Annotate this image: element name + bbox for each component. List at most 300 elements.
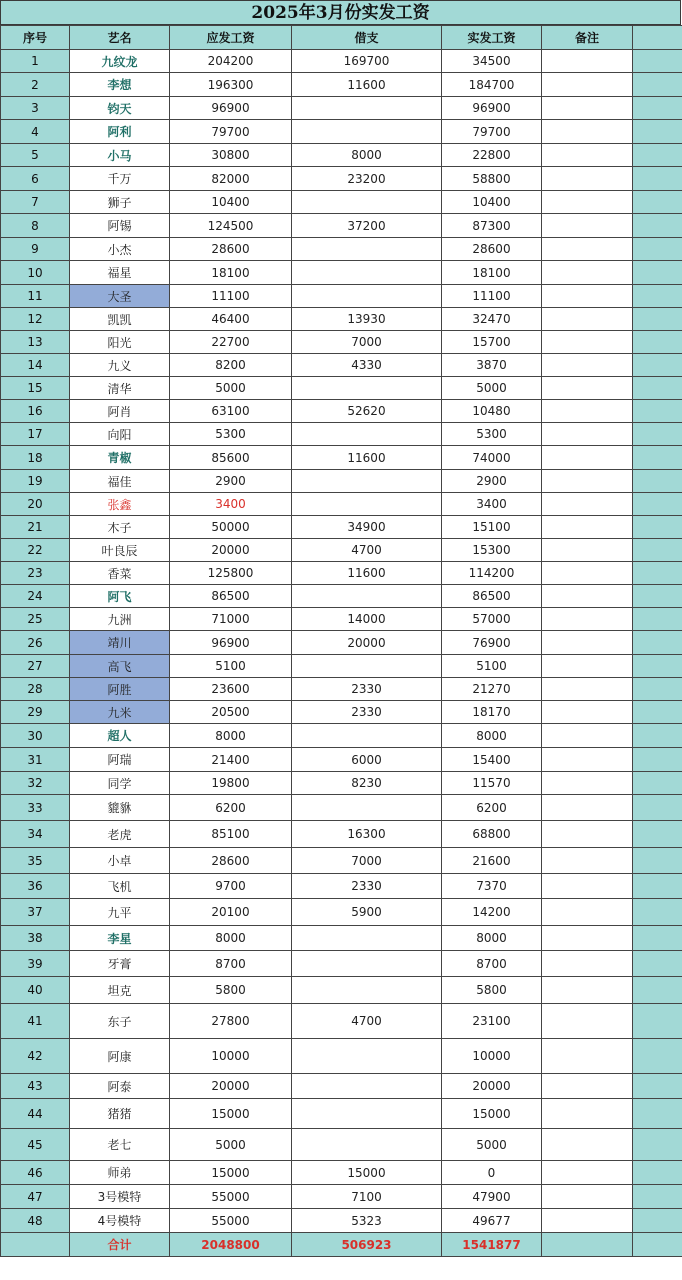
row-note xyxy=(542,655,633,678)
row-gross: 6200 xyxy=(170,795,292,821)
row-net: 0 xyxy=(442,1161,542,1185)
row-loan xyxy=(292,238,442,261)
row-no: 3 xyxy=(1,97,70,120)
row-no: 14 xyxy=(1,354,70,377)
row-loan xyxy=(292,261,442,285)
row-note xyxy=(542,354,633,377)
header-pad xyxy=(633,26,682,50)
row-loan xyxy=(292,724,442,748)
total-label: 合计 xyxy=(70,1233,170,1257)
row-pad xyxy=(633,423,682,446)
row-gross: 10000 xyxy=(170,1039,292,1074)
row-no: 9 xyxy=(1,238,70,261)
row-name: 阿肖 xyxy=(70,400,170,423)
row-pad xyxy=(633,238,682,261)
row-loan xyxy=(292,1129,442,1161)
table-row xyxy=(1,795,682,821)
row-note xyxy=(542,331,633,354)
row-name: 阿锡 xyxy=(70,214,170,238)
row-note xyxy=(542,821,633,848)
row-gross: 50000 xyxy=(170,516,292,539)
header-net: 实发工资 xyxy=(442,26,542,50)
row-note xyxy=(542,562,633,585)
row-gross: 85100 xyxy=(170,821,292,848)
row-name: 青椒 xyxy=(70,446,170,470)
table-row xyxy=(1,631,682,655)
row-pad xyxy=(633,1004,682,1039)
row-net: 22800 xyxy=(442,144,542,167)
row-net: 8000 xyxy=(442,724,542,748)
row-note xyxy=(542,167,633,191)
row-net: 10480 xyxy=(442,400,542,423)
row-name: 凯凯 xyxy=(70,308,170,331)
row-pad xyxy=(633,1161,682,1185)
row-no: 48 xyxy=(1,1209,70,1233)
row-pad xyxy=(633,1074,682,1099)
row-loan: 7000 xyxy=(292,331,442,354)
row-note xyxy=(542,50,633,73)
row-pad xyxy=(633,655,682,678)
row-net: 34500 xyxy=(442,50,542,73)
row-pad xyxy=(633,926,682,951)
row-no: 46 xyxy=(1,1161,70,1185)
header-name: 艺名 xyxy=(70,26,170,50)
row-gross: 20100 xyxy=(170,899,292,926)
row-no: 42 xyxy=(1,1039,70,1074)
table-row xyxy=(1,446,682,470)
row-pad xyxy=(633,701,682,724)
row-loan xyxy=(292,1039,442,1074)
row-net: 15700 xyxy=(442,331,542,354)
row-no: 24 xyxy=(1,585,70,608)
row-gross: 96900 xyxy=(170,631,292,655)
table-row xyxy=(1,899,682,926)
row-note xyxy=(542,493,633,516)
row-net: 2900 xyxy=(442,470,542,493)
row-loan: 8000 xyxy=(292,144,442,167)
row-net: 15000 xyxy=(442,1099,542,1129)
row-net: 10400 xyxy=(442,191,542,214)
row-loan xyxy=(292,1074,442,1099)
row-note xyxy=(542,1161,633,1185)
row-note xyxy=(542,73,633,97)
row-loan xyxy=(292,795,442,821)
row-loan: 11600 xyxy=(292,562,442,585)
table-row xyxy=(1,748,682,772)
table-row xyxy=(1,848,682,874)
table-row xyxy=(1,261,682,285)
row-net: 5000 xyxy=(442,1129,542,1161)
row-name: 阿泰 xyxy=(70,1074,170,1099)
row-note xyxy=(542,539,633,562)
row-no: 12 xyxy=(1,308,70,331)
row-gross: 204200 xyxy=(170,50,292,73)
row-pad xyxy=(633,214,682,238)
row-net: 18170 xyxy=(442,701,542,724)
table-row xyxy=(1,926,682,951)
row-note xyxy=(542,261,633,285)
row-loan: 16300 xyxy=(292,821,442,848)
row-loan: 4700 xyxy=(292,1004,442,1039)
row-net: 79700 xyxy=(442,120,542,144)
row-no: 45 xyxy=(1,1129,70,1161)
table-row xyxy=(1,120,682,144)
table-row xyxy=(1,400,682,423)
row-name: 大圣 xyxy=(70,285,170,308)
row-net: 87300 xyxy=(442,214,542,238)
row-note xyxy=(542,848,633,874)
table-row xyxy=(1,701,682,724)
row-name: 千万 xyxy=(70,167,170,191)
row-pad xyxy=(633,144,682,167)
row-no: 1 xyxy=(1,50,70,73)
row-loan: 2330 xyxy=(292,678,442,701)
row-note xyxy=(542,926,633,951)
row-gross: 27800 xyxy=(170,1004,292,1039)
row-net: 49677 xyxy=(442,1209,542,1233)
row-no: 33 xyxy=(1,795,70,821)
table-row xyxy=(1,516,682,539)
row-net: 114200 xyxy=(442,562,542,585)
row-no: 47 xyxy=(1,1185,70,1209)
sheet-title: 2025年3月份实发工资 xyxy=(0,0,681,25)
row-note xyxy=(542,470,633,493)
row-note xyxy=(542,631,633,655)
row-gross: 63100 xyxy=(170,400,292,423)
row-note xyxy=(542,238,633,261)
row-name: 阿飞 xyxy=(70,585,170,608)
row-net: 86500 xyxy=(442,585,542,608)
row-name: 李想 xyxy=(70,73,170,97)
row-net: 32470 xyxy=(442,308,542,331)
row-loan xyxy=(292,191,442,214)
row-loan: 8230 xyxy=(292,772,442,795)
row-gross: 82000 xyxy=(170,167,292,191)
row-note xyxy=(542,1004,633,1039)
row-name: 向阳 xyxy=(70,423,170,446)
row-name: 小马 xyxy=(70,144,170,167)
row-no: 32 xyxy=(1,772,70,795)
row-name: 师弟 xyxy=(70,1161,170,1185)
row-gross: 20500 xyxy=(170,701,292,724)
table-row xyxy=(1,470,682,493)
row-note xyxy=(542,748,633,772)
table-row xyxy=(1,678,682,701)
row-no: 26 xyxy=(1,631,70,655)
row-net: 15300 xyxy=(442,539,542,562)
row-note xyxy=(542,1185,633,1209)
row-no: 27 xyxy=(1,655,70,678)
row-name: 张鑫 xyxy=(70,493,170,516)
total-row xyxy=(1,1233,682,1257)
row-net: 74000 xyxy=(442,446,542,470)
row-loan xyxy=(292,493,442,516)
table-row xyxy=(1,97,682,120)
row-no: 36 xyxy=(1,874,70,899)
table-row xyxy=(1,562,682,585)
row-pad xyxy=(633,285,682,308)
row-gross: 8700 xyxy=(170,951,292,977)
row-name: 阿利 xyxy=(70,120,170,144)
table-row xyxy=(1,1161,682,1185)
row-gross: 55000 xyxy=(170,1209,292,1233)
row-name: 貔貅 xyxy=(70,795,170,821)
row-no: 34 xyxy=(1,821,70,848)
header-gross: 应发工资 xyxy=(170,26,292,50)
row-net: 28600 xyxy=(442,238,542,261)
row-note xyxy=(542,120,633,144)
row-name: 福佳 xyxy=(70,470,170,493)
row-name: 小卓 xyxy=(70,848,170,874)
row-gross: 5100 xyxy=(170,655,292,678)
table-row xyxy=(1,539,682,562)
row-no: 6 xyxy=(1,167,70,191)
row-no: 25 xyxy=(1,608,70,631)
row-name: 4号模特 xyxy=(70,1209,170,1233)
row-note xyxy=(542,772,633,795)
table-row xyxy=(1,167,682,191)
table-row xyxy=(1,655,682,678)
row-name: 九平 xyxy=(70,899,170,926)
row-gross: 2900 xyxy=(170,470,292,493)
row-loan: 37200 xyxy=(292,214,442,238)
row-name: 3号模特 xyxy=(70,1185,170,1209)
table-row xyxy=(1,977,682,1004)
row-loan xyxy=(292,951,442,977)
row-pad xyxy=(633,1099,682,1129)
row-net: 11570 xyxy=(442,772,542,795)
row-no: 20 xyxy=(1,493,70,516)
row-loan: 13930 xyxy=(292,308,442,331)
row-no: 28 xyxy=(1,678,70,701)
row-name: 东子 xyxy=(70,1004,170,1039)
row-name: 阿康 xyxy=(70,1039,170,1074)
row-gross: 21400 xyxy=(170,748,292,772)
row-net: 68800 xyxy=(442,821,542,848)
row-gross: 5000 xyxy=(170,1129,292,1161)
row-note xyxy=(542,377,633,400)
row-gross: 9700 xyxy=(170,874,292,899)
row-note xyxy=(542,874,633,899)
row-pad xyxy=(633,1209,682,1233)
row-name: 阿胜 xyxy=(70,678,170,701)
row-note xyxy=(542,214,633,238)
row-loan: 14000 xyxy=(292,608,442,631)
row-net: 18100 xyxy=(442,261,542,285)
row-name: 高飞 xyxy=(70,655,170,678)
total-no-cell xyxy=(1,1233,70,1257)
row-note xyxy=(542,423,633,446)
row-note xyxy=(542,951,633,977)
row-gross: 124500 xyxy=(170,214,292,238)
row-loan: 5323 xyxy=(292,1209,442,1233)
total-gross: 2048800 xyxy=(170,1233,292,1257)
row-net: 5100 xyxy=(442,655,542,678)
row-name: 香菜 xyxy=(70,562,170,585)
row-name: 同学 xyxy=(70,772,170,795)
header-loan: 借支 xyxy=(292,26,442,50)
table-row xyxy=(1,1004,682,1039)
row-name: 福星 xyxy=(70,261,170,285)
row-gross: 5000 xyxy=(170,377,292,400)
row-pad xyxy=(633,951,682,977)
row-note xyxy=(542,1039,633,1074)
row-no: 29 xyxy=(1,701,70,724)
row-pad xyxy=(633,261,682,285)
row-name: 九义 xyxy=(70,354,170,377)
row-name: 木子 xyxy=(70,516,170,539)
row-no: 22 xyxy=(1,539,70,562)
row-gross: 86500 xyxy=(170,585,292,608)
row-no: 41 xyxy=(1,1004,70,1039)
row-loan xyxy=(292,377,442,400)
row-gross: 196300 xyxy=(170,73,292,97)
row-net: 11100 xyxy=(442,285,542,308)
row-no: 2 xyxy=(1,73,70,97)
row-gross: 8000 xyxy=(170,724,292,748)
row-name: 老七 xyxy=(70,1129,170,1161)
row-pad xyxy=(633,1039,682,1074)
row-pad xyxy=(633,821,682,848)
row-name: 猪猪 xyxy=(70,1099,170,1129)
row-pad xyxy=(633,493,682,516)
row-pad xyxy=(633,331,682,354)
row-loan: 4330 xyxy=(292,354,442,377)
row-net: 20000 xyxy=(442,1074,542,1099)
row-loan xyxy=(292,120,442,144)
row-name: 小杰 xyxy=(70,238,170,261)
table-row xyxy=(1,377,682,400)
row-gross: 11100 xyxy=(170,285,292,308)
row-name: 清华 xyxy=(70,377,170,400)
row-pad xyxy=(633,97,682,120)
row-gross: 19800 xyxy=(170,772,292,795)
row-no: 39 xyxy=(1,951,70,977)
row-loan xyxy=(292,585,442,608)
row-pad xyxy=(633,678,682,701)
row-no: 38 xyxy=(1,926,70,951)
table-row xyxy=(1,608,682,631)
row-gross: 79700 xyxy=(170,120,292,144)
row-no: 16 xyxy=(1,400,70,423)
row-name: 叶良辰 xyxy=(70,539,170,562)
row-note xyxy=(542,308,633,331)
row-net: 57000 xyxy=(442,608,542,631)
row-no: 19 xyxy=(1,470,70,493)
row-pad xyxy=(633,120,682,144)
row-gross: 20000 xyxy=(170,539,292,562)
row-loan: 15000 xyxy=(292,1161,442,1185)
row-loan xyxy=(292,470,442,493)
row-name: 靖川 xyxy=(70,631,170,655)
row-gross: 20000 xyxy=(170,1074,292,1099)
row-no: 31 xyxy=(1,748,70,772)
row-no: 37 xyxy=(1,899,70,926)
row-no: 4 xyxy=(1,120,70,144)
row-note xyxy=(542,899,633,926)
row-pad xyxy=(633,899,682,926)
row-note xyxy=(542,446,633,470)
row-pad xyxy=(633,848,682,874)
row-pad xyxy=(633,608,682,631)
table-row xyxy=(1,951,682,977)
row-pad xyxy=(633,377,682,400)
row-name: 狮子 xyxy=(70,191,170,214)
row-gross: 5800 xyxy=(170,977,292,1004)
row-net: 5800 xyxy=(442,977,542,1004)
row-loan: 52620 xyxy=(292,400,442,423)
row-no: 40 xyxy=(1,977,70,1004)
row-loan xyxy=(292,285,442,308)
row-no: 44 xyxy=(1,1099,70,1129)
row-name: 阳光 xyxy=(70,331,170,354)
table-row xyxy=(1,1074,682,1099)
total-net: 1541877 xyxy=(442,1233,542,1257)
row-name: 老虎 xyxy=(70,821,170,848)
row-pad xyxy=(633,167,682,191)
row-note xyxy=(542,144,633,167)
row-gross: 5300 xyxy=(170,423,292,446)
row-note xyxy=(542,285,633,308)
row-net: 47900 xyxy=(442,1185,542,1209)
row-loan: 11600 xyxy=(292,446,442,470)
total-note xyxy=(542,1233,633,1257)
row-no: 35 xyxy=(1,848,70,874)
row-loan xyxy=(292,926,442,951)
row-note xyxy=(542,400,633,423)
row-net: 23100 xyxy=(442,1004,542,1039)
row-name: 超人 xyxy=(70,724,170,748)
row-name: 阿瑞 xyxy=(70,748,170,772)
row-pad xyxy=(633,585,682,608)
row-gross: 28600 xyxy=(170,848,292,874)
table-row xyxy=(1,73,682,97)
row-loan: 20000 xyxy=(292,631,442,655)
row-pad xyxy=(633,977,682,1004)
row-note xyxy=(542,701,633,724)
row-note xyxy=(542,678,633,701)
row-no: 13 xyxy=(1,331,70,354)
row-no: 17 xyxy=(1,423,70,446)
row-gross: 10400 xyxy=(170,191,292,214)
table-row xyxy=(1,772,682,795)
row-gross: 46400 xyxy=(170,308,292,331)
row-note xyxy=(542,585,633,608)
row-loan xyxy=(292,655,442,678)
row-pad xyxy=(633,539,682,562)
row-net: 5000 xyxy=(442,377,542,400)
total-pad xyxy=(633,1233,682,1257)
row-name: 李星 xyxy=(70,926,170,951)
row-loan: 6000 xyxy=(292,748,442,772)
row-no: 18 xyxy=(1,446,70,470)
row-note xyxy=(542,977,633,1004)
row-pad xyxy=(633,795,682,821)
row-pad xyxy=(633,1185,682,1209)
row-note xyxy=(542,608,633,631)
total-loan: 506923 xyxy=(292,1233,442,1257)
row-net: 8000 xyxy=(442,926,542,951)
row-no: 11 xyxy=(1,285,70,308)
row-loan: 5900 xyxy=(292,899,442,926)
table-row xyxy=(1,1185,682,1209)
row-loan: 2330 xyxy=(292,701,442,724)
row-pad xyxy=(633,748,682,772)
table-row xyxy=(1,724,682,748)
row-net: 10000 xyxy=(442,1039,542,1074)
row-net: 58800 xyxy=(442,167,542,191)
row-name: 飞机 xyxy=(70,874,170,899)
